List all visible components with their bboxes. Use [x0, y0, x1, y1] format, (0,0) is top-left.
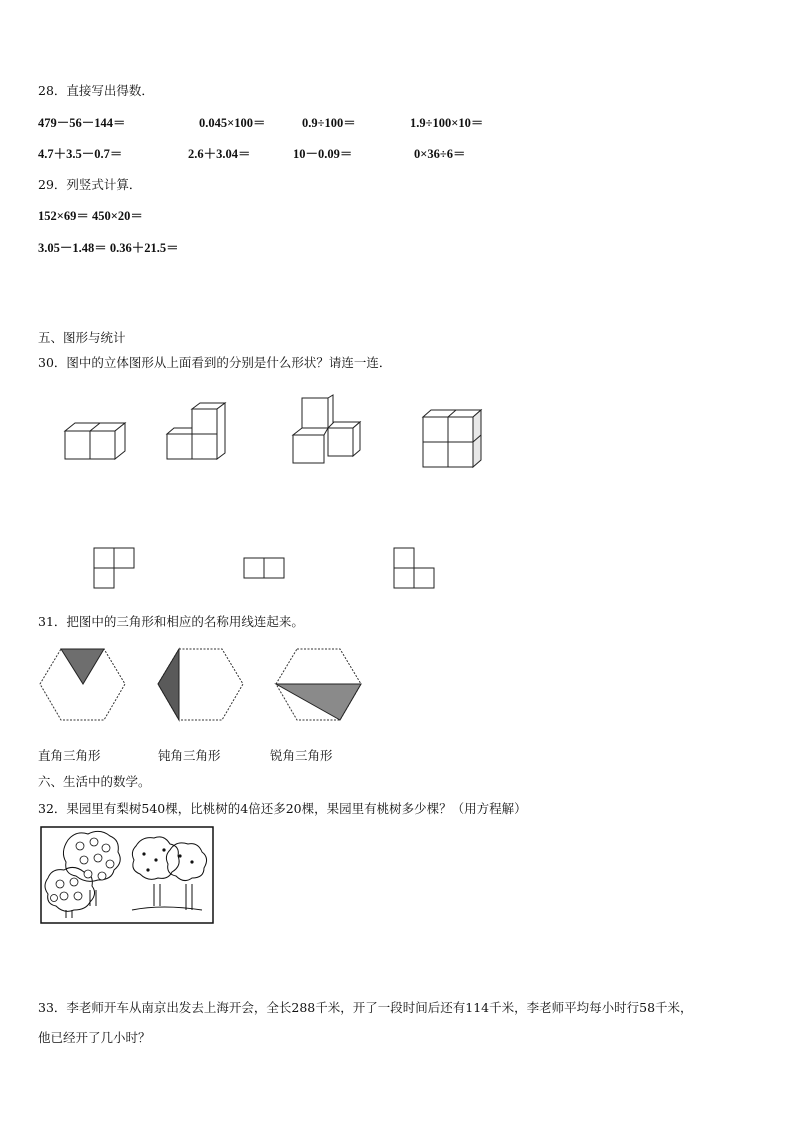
q33-line: 33．李老师开车从南京出发去上海开会，全长288千米，开了一段时间后还有114千米，李老师平均每小时行58千米， [38, 1000, 693, 1015]
q28-expr: 0×36÷6＝ [414, 147, 466, 161]
triangle-name-label: 直角三角形 [38, 748, 101, 763]
q28-title: 28．直接写出得数． [38, 83, 154, 98]
solid-figure-2 [164, 400, 234, 465]
top-view-1 [93, 547, 138, 592]
q29-line: 3.05－1.48＝ 0.36＋21.5＝ [38, 241, 179, 255]
q31-title: 31．把图中的三角形和相应的名称用线连起来。 [38, 614, 304, 629]
q28-expr: 0.9÷100＝ [302, 116, 356, 130]
orchard-illustration [40, 826, 214, 924]
triangle-name-label: 锐角三角形 [270, 748, 333, 763]
hexagon-figure-1 [38, 646, 128, 724]
hexagon-figure-2 [156, 646, 246, 724]
solid-figure-3 [290, 395, 365, 467]
q28-expr: 2.6＋3.04＝ [188, 147, 251, 161]
section-title: 五、图形与统计 [38, 330, 126, 345]
q28-expr: 1.9÷100×10＝ [410, 116, 484, 130]
top-view-2 [243, 557, 288, 582]
solid-figure-1 [62, 420, 132, 465]
q28-expr: 0.045×100＝ [199, 116, 266, 130]
q29-line: 152×69＝ 450×20＝ [38, 209, 143, 223]
section-title: 六、生活中的数学。 [38, 774, 151, 789]
q28-expr: 10－0.09＝ [293, 147, 353, 161]
q28-expr: 4.7＋3.5－0.7＝ [38, 147, 123, 161]
q29-title: 29．列竖式计算． [38, 177, 142, 192]
q30-title: 30．图中的立体图形从上面看到的分别是什么形状？请连一连． [38, 355, 392, 370]
solid-figure-4 [420, 407, 485, 472]
q33-line: 他已经开了几小时？ [38, 1030, 151, 1045]
q28-expr: 479－56－144＝ [38, 116, 126, 130]
q32-title: 32．果园里有梨树540棵，比桃树的4倍还多20棵，果园里有桃树多少棵？（用方程解） [38, 801, 527, 816]
hexagon-figure-3 [274, 646, 364, 724]
triangle-name-label: 钝角三角形 [158, 748, 221, 763]
top-view-3 [393, 547, 438, 592]
